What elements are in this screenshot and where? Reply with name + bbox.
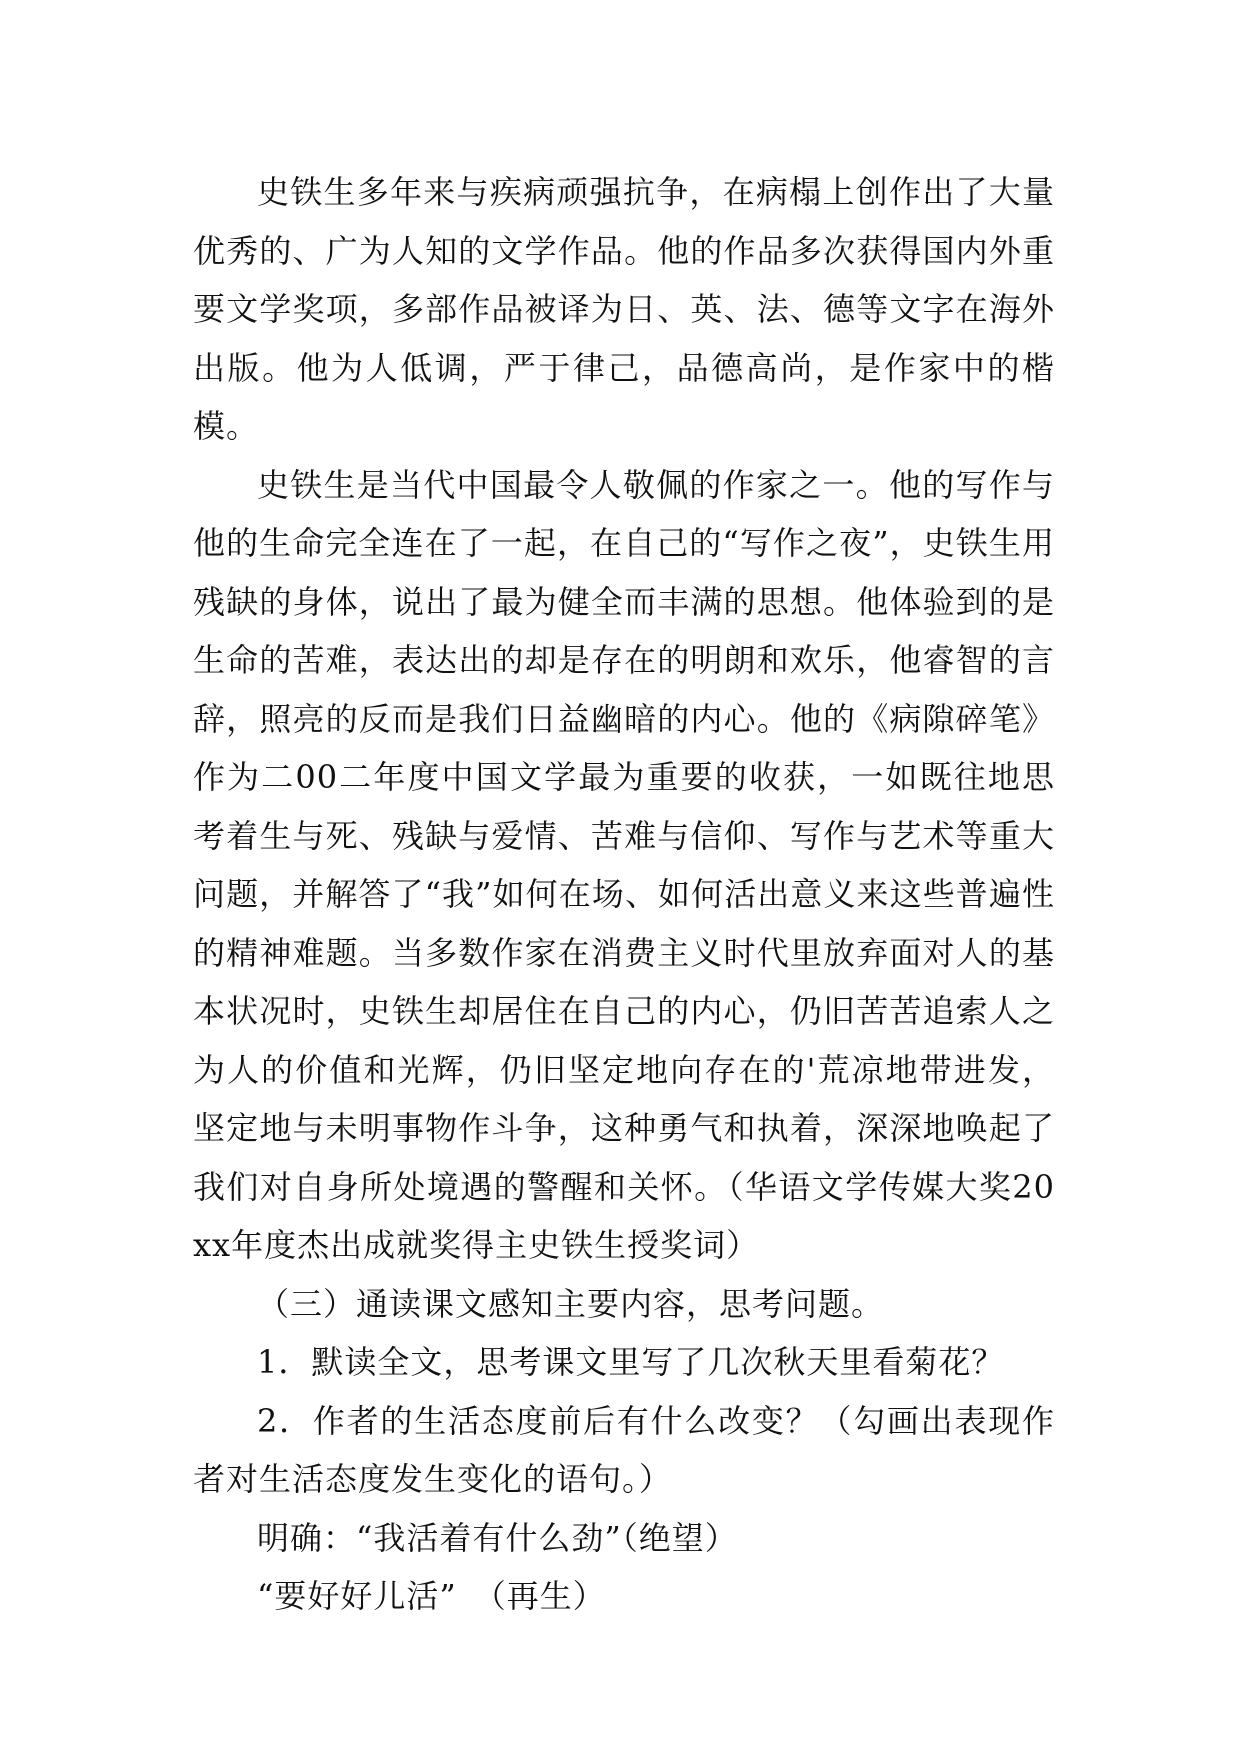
paragraph-answer: 明确：“我活着有什么劲”（绝望） — [257, 1518, 738, 1557]
paragraph-question-1: 1．默读全文，思考课文里写了几次秋天里看菊花？ — [257, 1343, 1005, 1381]
paragraph-question-2: 2．作者的生活态度前后有什么改变？（勾画出表现作者对生活态度发生变化的语句。） — [193, 1401, 1055, 1498]
document-body — [193, 163, 1055, 1626]
paragraph-section-three: （三）通读课文感知主要内容，思考问题。 — [257, 1284, 885, 1323]
paragraph-intro: 史铁生多年来与疾病顽强抗争，在病榻上创作出了大量优秀的、广为人知的文学作品。他的作品多次获得国内外重要文学奖项，多部作品被译为日、英、法、德等文字在海外出版。他为人低调，严于律己，品德高尚，是作家中的楷模。 — [193, 173, 1055, 445]
paragraph-answer-continued: “要好好儿活” （再生） — [257, 1577, 606, 1615]
paragraph-award-citation: 史铁生是当代中国最令人敬佩的作家之一。他的写作与他的生命完全连在了一起，在自己的“写作之夜”，史铁生用残缺的身体，说出了最为健全而丰满的思想。他体验到的是生命的苦难，表达出的却是存在的明朗和欢乐，他睿智的言辞，照亮的反而是我们日益幽暗的内心。他的《病隙碎笔》作为二00二年度中国文学最为重要的收获，一如既往地思考着生与死、残缺与爱情、苦难与信仰、写作与艺术等重大问题，并解答了“我”如何在场、如何活出意义来这些普遍性的精神难题。当多数作家在消费主义时代里放弃面对人的基本状况时，史铁生却居住在自己的内心，仍旧苦苦追索人之为人的价值和光辉，仍旧坚定地向存在的'荒凉地带进发，坚定地与未明事物作斗争，这种勇气和执着，深深地唤起了我们对自身所处境遇的警醒和关怀。（华语文学传媒大奖20xx年度杰出成就奖得主史铁生授奖词） — [193, 465, 1055, 1264]
